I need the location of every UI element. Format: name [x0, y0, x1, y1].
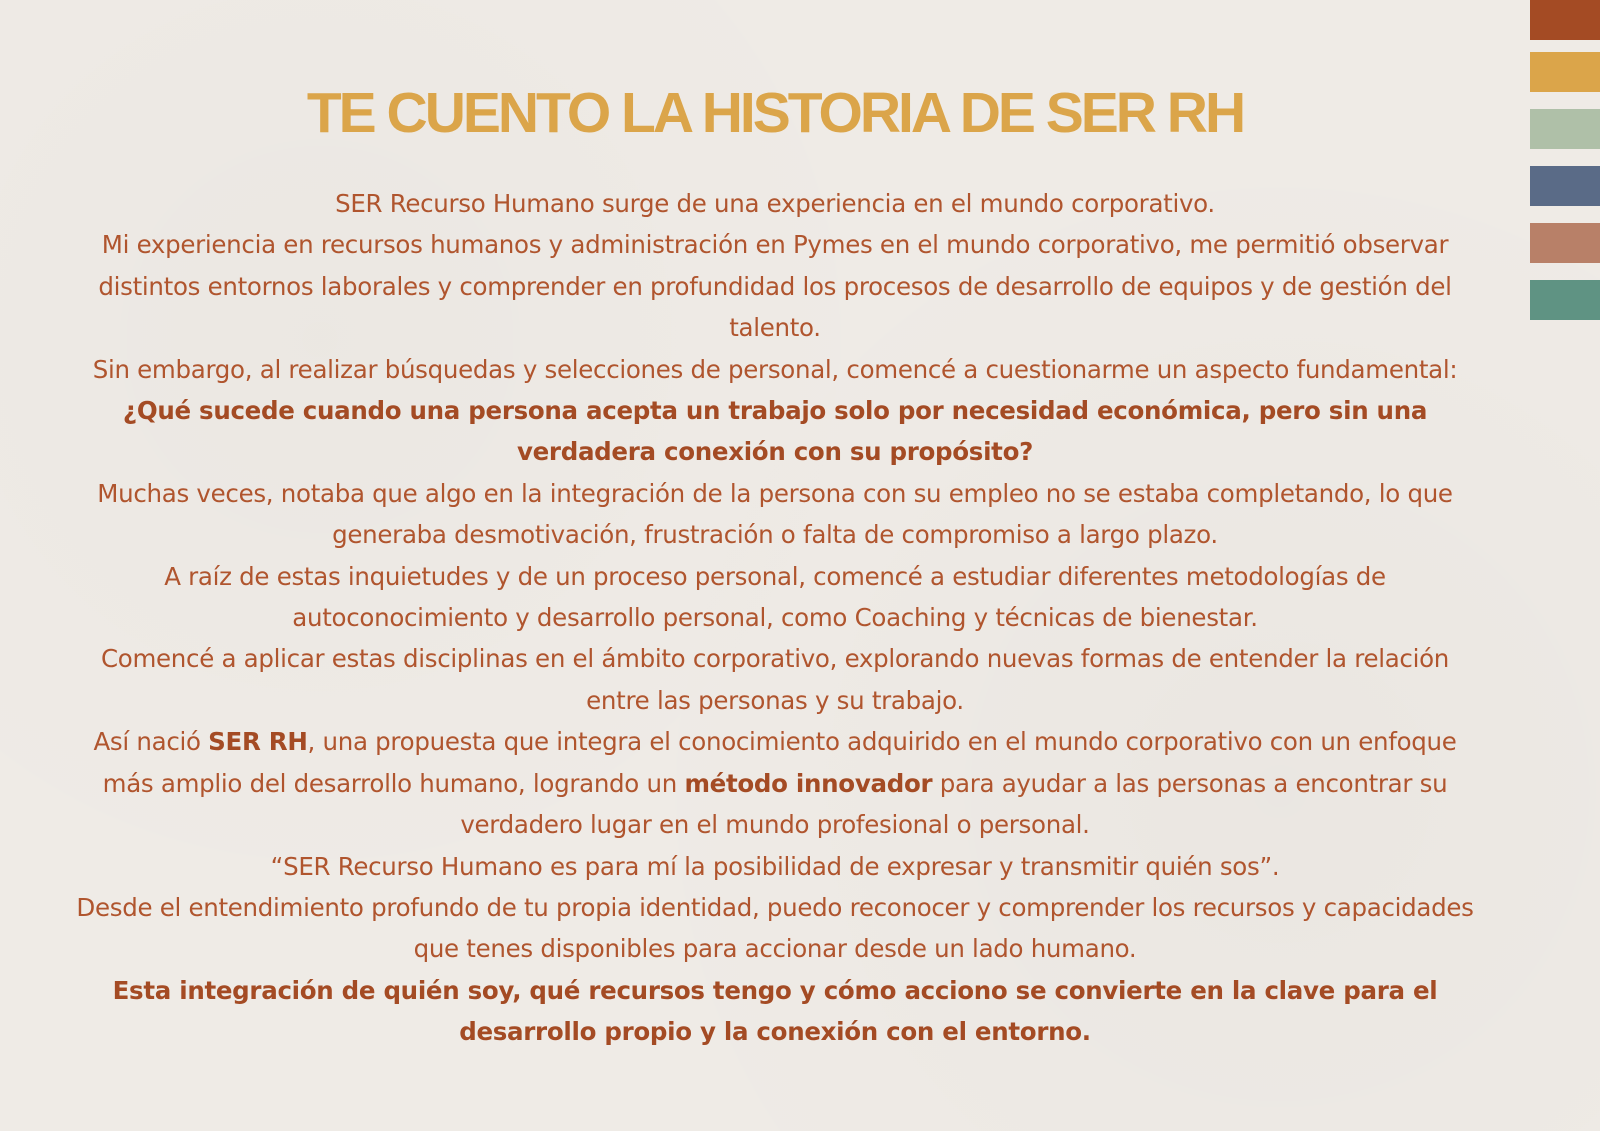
- origin-text-start: Así nació: [93, 727, 209, 757]
- paragraph-study: A raíz de estas inquietudes y de un proceso personal, comencé a estudiar diferentes metodologías de autoconocimiento y desarrollo personal, como Coaching y técnicas de bienestar.: [164, 561, 1386, 633]
- paragraph-intro: SER Recurso Humano surge de una experiencia en el mundo corporativo.: [335, 189, 1215, 218]
- paragraph-application: Comencé a aplicar estas disciplinas en el ámbito corporativo, explorando nuevas formas de entender la relación entre las personas y su trabajo.: [100, 644, 1450, 715]
- color-swatch-slate-blue: [1530, 166, 1600, 206]
- origin-text-middle: , una propuesta que integra el conocimiento adquirido en el mundo corporativo con un enfoque más amplio del desarrollo humano, logrando un: [102, 727, 1457, 798]
- paragraph-origin: [70, 721, 1480, 845]
- color-swatch-terracotta: [1530, 223, 1600, 263]
- paragraph-observation: Muchas veces, notaba que algo en la integración de la persona con su empleo no se estaba completando, lo que generaba desmotivación, frustración o falta de compromiso a largo plazo.: [97, 478, 1453, 550]
- color-swatch-teal: [1530, 280, 1600, 320]
- paragraph-closing: Esta integración de quién soy, qué recursos tengo y cómo acciono se convierte en la clave para el desarrollo propio y la conexión con el entorno.: [112, 975, 1438, 1047]
- story-body: [70, 183, 1480, 1053]
- brand-name: SER RH: [208, 727, 308, 757]
- origin-text-end: para ayudar a las personas a encontrar su verdadero lugar en el mundo profesional o personal.: [460, 768, 1448, 840]
- page-title: TE CUENTO LA HISTORIA DE SER RH: [306, 81, 1244, 145]
- method-highlight: método innovador: [684, 768, 933, 798]
- color-swatch-rust: [1530, 0, 1600, 40]
- paragraph-key-question: ¿Qué sucede cuando una persona acepta un trabajo solo por necesidad económica, pero sin una verdadera conexión con su propósito?: [122, 396, 1428, 467]
- paragraph-quote: “SER Recurso Humano es para mí la posibilidad de expresar y transmitir quién sos”.: [270, 851, 1280, 881]
- paragraph-identity: Desde el entendimiento profundo de tu propia identidad, puedo reconocer y comprender los recursos y capacidades que tenes disponibles para accionar desde un lado humano.: [76, 892, 1474, 964]
- paragraph-question-intro: Sin embargo, al realizar búsquedas y selecciones de personal, comencé a cuestionarme un aspecto fundamental:: [92, 354, 1458, 384]
- paragraph-experience: Mi experiencia en recursos humanos y administración en Pymes en el mundo corporativo, me permitió observar distintos entornos laborales y comprender en profundidad los procesos de desarrollo de equipos y de gestión del talento.: [98, 230, 1452, 343]
